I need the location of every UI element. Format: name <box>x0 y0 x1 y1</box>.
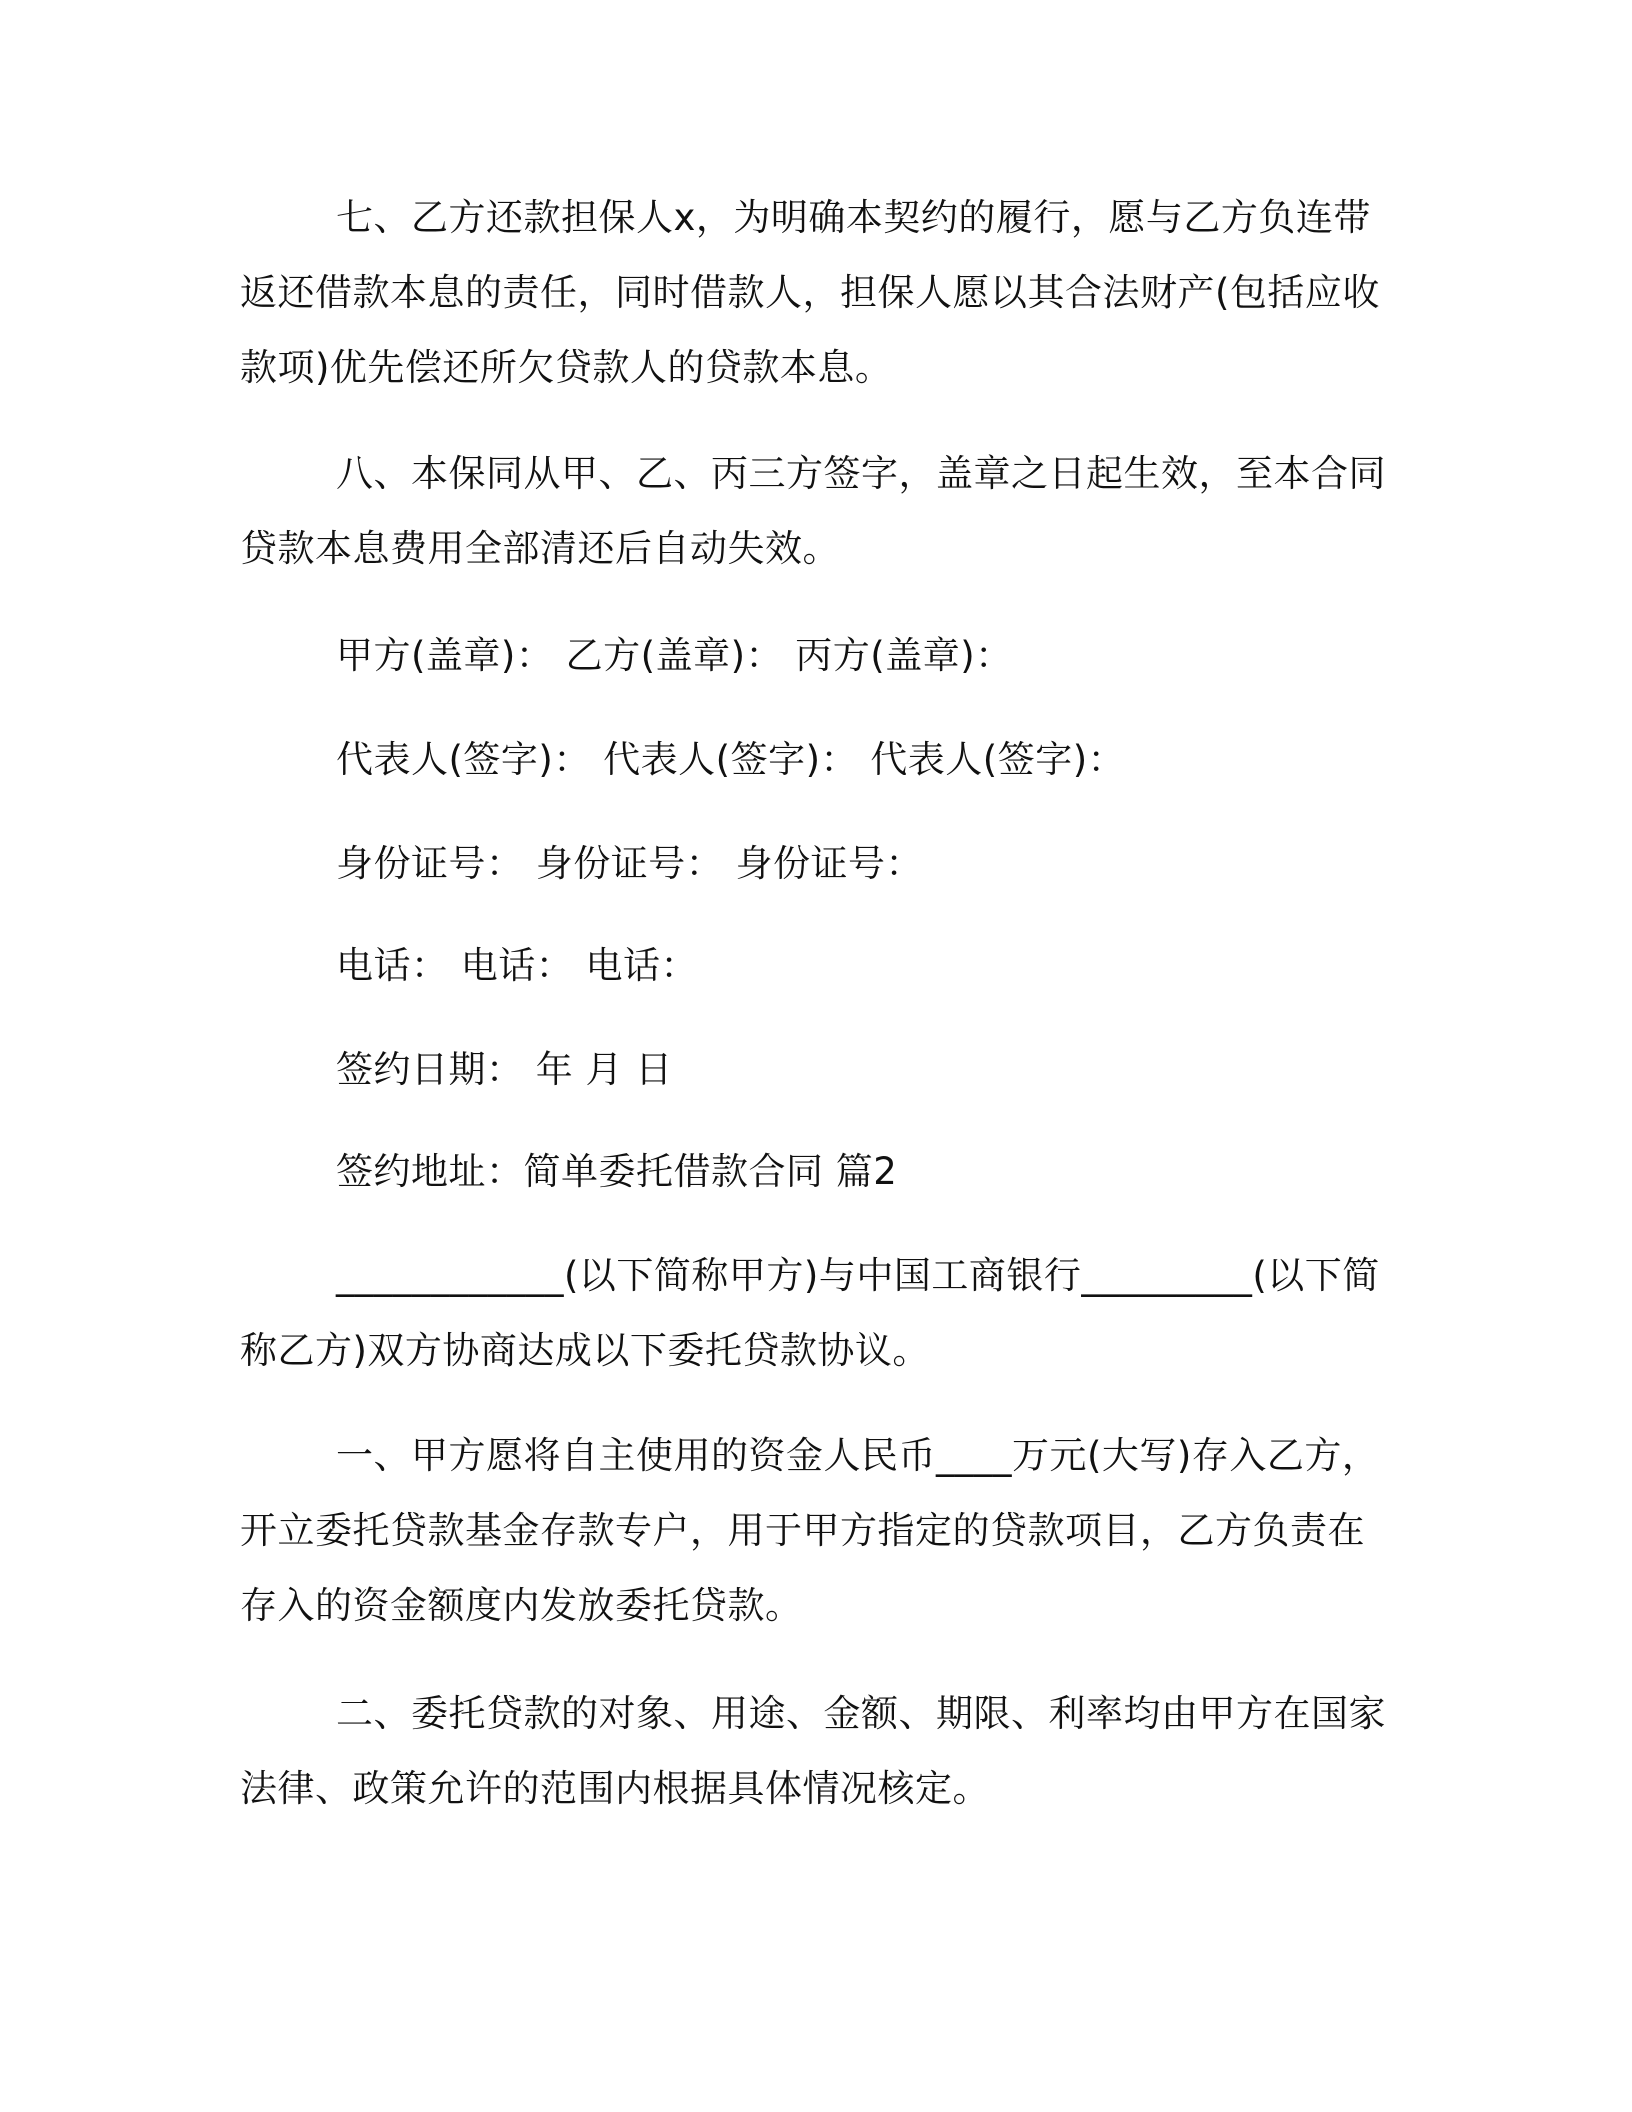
phone-line: 电话： 电话： 电话： <box>336 944 699 987</box>
clause-two: 二、委托贷款的对象、用途、金额、期限、利率均由甲方在国家法律、政策允许的范围内根据具体情况核定。 <box>240 1692 1386 1810</box>
representative-line: 代表人(签字)： 代表人(签字)： 代表人(签字)： <box>336 738 1126 781</box>
clause-eight: 八、本保同从甲、乙、丙三方签字，盖章之日起生效，至本合同贷款本息费用全部清还后自动失效。 <box>240 452 1386 570</box>
seal-line: 甲方(盖章)： 乙方(盖章)： 丙方(盖章)： <box>336 634 1013 677</box>
clause-one: 一、甲方愿将自主使用的资金人民币____万元(大写)存入乙方，开立委托贷款基金存款专户，用于甲方指定的贷款项目，乙方负责在存入的资金额度内发放委托贷款。 <box>240 1434 1380 1627</box>
signing-address-line: 签约地址：简单委托借款合同 篇2 <box>336 1150 898 1193</box>
signing-date-line: 签约日期： 年 月 日 <box>336 1048 673 1091</box>
agreement-intro: ____________(以下简称甲方)与中国工商银行_________(以下简称乙方)双方协商达成以下委托贷款协议。 <box>240 1254 1380 1372</box>
clause-seven: 七、乙方还款担保人x，为明确本契约的履行，愿与乙方负连带返还借款本息的责任，同时借款人，担保人愿以其合法财产(包括应收款项)优先偿还所欠贷款人的贷款本息。 <box>240 196 1380 389</box>
id-number-line: 身份证号： 身份证号： 身份证号： <box>336 842 924 885</box>
